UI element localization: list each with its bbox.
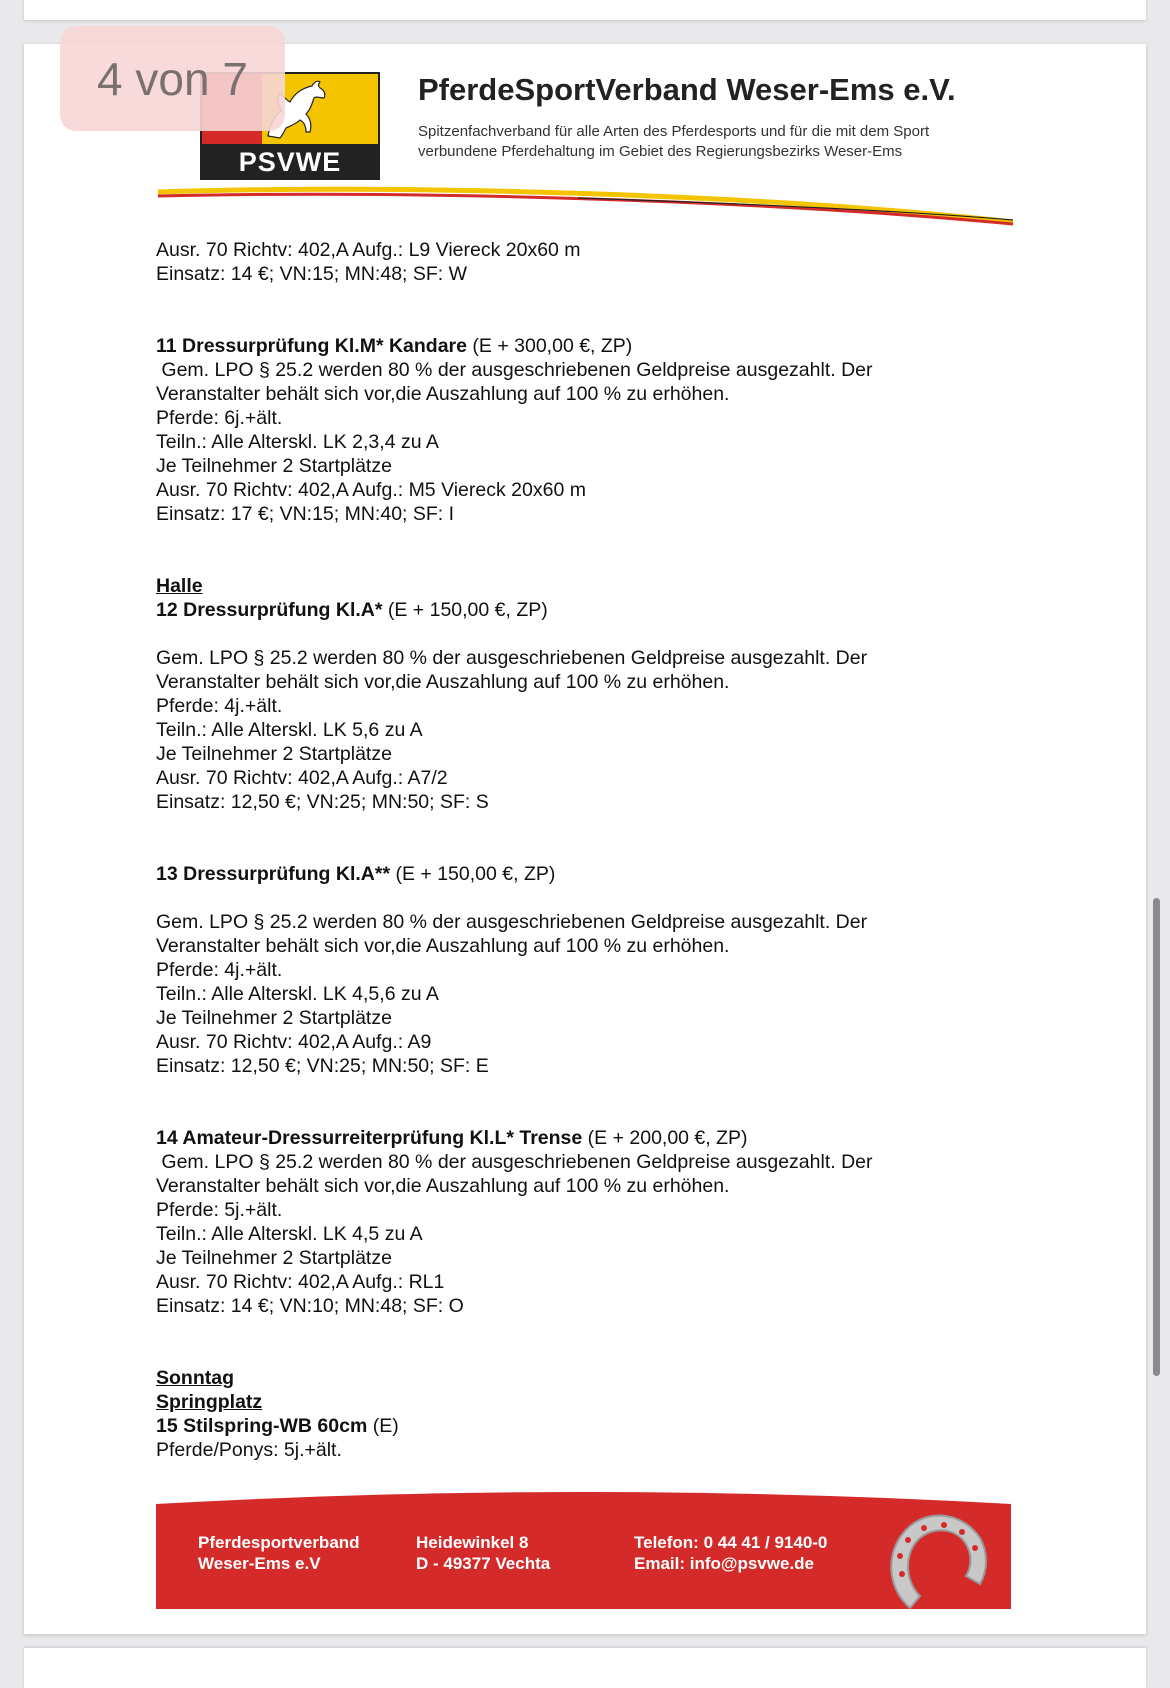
competition-title: 15 Stilspring-WB 60cm bbox=[156, 1415, 368, 1437]
text-line: Ausr. 70 Richtv: 402,A Aufg.: M5 Viereck 20x60 m bbox=[156, 479, 586, 501]
text-line: Teiln.: Alle Alterskl. LK 5,6 zu A bbox=[156, 719, 423, 741]
competition-prize: (E + 150,00 €, ZP) bbox=[382, 599, 548, 621]
horseshoe-icon bbox=[880, 1508, 990, 1613]
text-line: Ausr. 70 Richtv: 402,A Aufg.: A9 bbox=[156, 1031, 432, 1053]
organization-subtitle-line: Spitzenfachverband für alle Arten des Pferdesports und für die mit dem Sport bbox=[418, 123, 930, 140]
text-line: Teiln.: Alle Alterskl. LK 4,5 zu A bbox=[156, 1223, 423, 1245]
section-heading-springplatz: Springplatz bbox=[156, 1391, 263, 1413]
competition-prize: (E) bbox=[367, 1415, 399, 1437]
text-line: Teiln.: Alle Alterskl. LK 2,3,4 zu A bbox=[156, 431, 439, 453]
scrollbar-thumb[interactable] bbox=[1153, 898, 1160, 1376]
footer-contact bbox=[634, 1532, 827, 1574]
footer-text: D - 49377 Vechta bbox=[416, 1554, 551, 1573]
competition-prize: (E + 150,00 €, ZP) bbox=[390, 863, 556, 885]
text-line: Veranstalter behält sich vor,die Auszahlung auf 100 % zu erhöhen. bbox=[156, 1175, 730, 1197]
competition-heading-13 bbox=[156, 862, 1016, 886]
organization-subtitle-line: verbundene Pferdehaltung im Gebiet des Regierungsbezirks Weser-Ems bbox=[418, 143, 903, 160]
text-line: Veranstalter behält sich vor,die Auszahlung auf 100 % zu erhöhen. bbox=[156, 935, 730, 957]
competition-title: 12 Dressurprüfung Kl.A* bbox=[156, 599, 383, 621]
text-line: Einsatz: 17 €; VN:15; MN:40; SF: I bbox=[156, 503, 455, 525]
previous-page-edge bbox=[24, 0, 1146, 20]
organization-subtitle bbox=[418, 122, 958, 162]
text-line: Einsatz: 12,50 €; VN:25; MN:50; SF: S bbox=[156, 791, 489, 813]
text-line: Je Teilnehmer 2 Startplätze bbox=[156, 455, 392, 477]
section-heading-halle: Halle bbox=[156, 575, 203, 597]
text-line: Einsatz: 14 €; VN:15; MN:48; SF: W bbox=[156, 263, 468, 285]
text-line: Teiln.: Alle Alterskl. LK 4,5,6 zu A bbox=[156, 983, 439, 1005]
competition-title: 14 Amateur-Dressurreiterprüfung Kl.L* Trense bbox=[156, 1127, 583, 1149]
next-page-edge bbox=[24, 1648, 1146, 1688]
footer-text: Weser-Ems e.V bbox=[198, 1554, 321, 1573]
competition-title: 13 Dressurprüfung Kl.A** bbox=[156, 863, 391, 885]
text-line: Je Teilnehmer 2 Startplätze bbox=[156, 1247, 392, 1269]
text-line: Pferde: 4j.+ält. bbox=[156, 959, 283, 981]
text-line: Pferde: 4j.+ält. bbox=[156, 695, 283, 717]
footer-text: Telefon: 0 44 41 / 9140-0 bbox=[634, 1533, 828, 1552]
document-body bbox=[156, 238, 1016, 1462]
footer-organization bbox=[198, 1532, 360, 1574]
competition-heading-14 bbox=[156, 1126, 1016, 1150]
text-line: Pferde/Ponys: 5j.+ält. bbox=[156, 1439, 342, 1461]
competition-prize: (E + 200,00 €, ZP) bbox=[582, 1127, 748, 1149]
logo-text: PSVWE bbox=[200, 144, 380, 180]
text-line: Gem. LPO § 25.2 werden 80 % der ausgeschriebenen Geldpreise ausgezahlt. Der bbox=[156, 1151, 873, 1173]
text-line: Je Teilnehmer 2 Startplätze bbox=[156, 743, 392, 765]
page-counter-badge: 4 von 7 bbox=[60, 26, 285, 131]
footer-text: Email: info@psvwe.de bbox=[634, 1554, 815, 1573]
competition-heading-15 bbox=[156, 1414, 1016, 1438]
text-line: Einsatz: 12,50 €; VN:25; MN:50; SF: E bbox=[156, 1055, 489, 1077]
text-line: Ausr. 70 Richtv: 402,A Aufg.: RL1 bbox=[156, 1271, 445, 1293]
text-line: Gem. LPO § 25.2 werden 80 % der ausgeschriebenen Geldpreise ausgezahlt. Der bbox=[156, 359, 873, 381]
footer-text: Pferdesportverband bbox=[198, 1533, 360, 1552]
competition-title: 11 Dressurprüfung Kl.M* Kandare bbox=[156, 335, 467, 357]
text-line: Gem. LPO § 25.2 werden 80 % der ausgeschriebenen Geldpreise ausgezahlt. Der bbox=[156, 911, 868, 933]
text-line: Pferde: 5j.+ält. bbox=[156, 1199, 283, 1221]
text-line: Ausr. 70 Richtv: 402,A Aufg.: A7/2 bbox=[156, 767, 448, 789]
footer-text: Heidewinkel 8 bbox=[416, 1533, 529, 1552]
text-line: Veranstalter behält sich vor,die Auszahlung auf 100 % zu erhöhen. bbox=[156, 671, 730, 693]
competition-heading-11 bbox=[156, 334, 1016, 358]
section-heading-sonntag: Sonntag bbox=[156, 1367, 234, 1389]
text-line: Veranstalter behält sich vor,die Auszahlung auf 100 % zu erhöhen. bbox=[156, 383, 730, 405]
competition-heading-12 bbox=[156, 598, 1016, 622]
text-line: Einsatz: 14 €; VN:10; MN:48; SF: O bbox=[156, 1295, 464, 1317]
organization-name: PferdeSportVerband Weser-Ems e.V. bbox=[418, 72, 956, 107]
footer-address bbox=[416, 1532, 550, 1574]
text-line: Ausr. 70 Richtv: 402,A Aufg.: L9 Viereck 20x60 m bbox=[156, 239, 581, 261]
text-line: Pferde: 6j.+ält. bbox=[156, 407, 283, 429]
competition-prize: (E + 300,00 €, ZP) bbox=[467, 335, 633, 357]
header-swoosh-lines bbox=[158, 184, 1013, 226]
text-line: Je Teilnehmer 2 Startplätze bbox=[156, 1007, 392, 1029]
text-line: Gem. LPO § 25.2 werden 80 % der ausgeschriebenen Geldpreise ausgezahlt. Der bbox=[156, 647, 868, 669]
